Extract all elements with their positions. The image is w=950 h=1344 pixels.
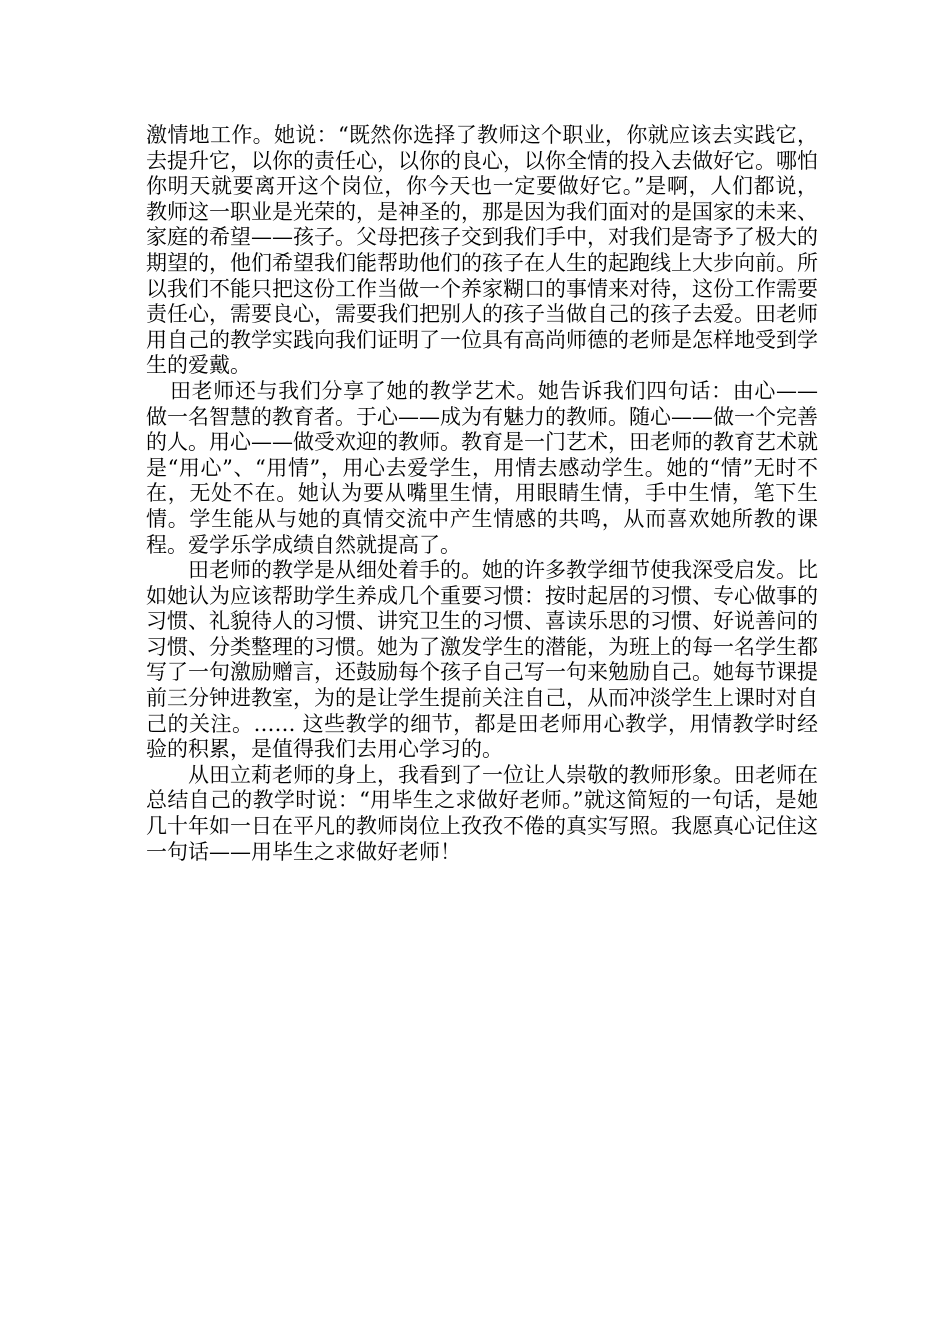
- paragraph-4: 从田立莉老师的身上，我看到了一位让人崇敬的教师形象。田老师在总结自己的教学时说：“用毕生之求做好老师。”就这简短的一句话，是她几十年如一日在平凡的教师岗位上孜孜不倦的真实写照。我愿真心记住这一句话——用毕生之求做好老师！: [146, 762, 818, 864]
- document-body: [146, 123, 818, 865]
- paragraph-1: 激情地工作。她说：“既然你选择了教师这个职业，你就应该去实践它，去提升它，以你的责任心，以你的良心，以你全情的投入去做好它。哪怕你明天就要离开这个岗位，你今天也一定要做好它。”是啊，人们都说，教师这一职业是光荣的，是神圣的，那是因为我们面对的是国家的未来、家庭的希望——孩子。父母把孩子交到我们手中，对我们是寄予了极大的期望的，他们希望我们能帮助他们的孩子在人生的起跑线上大步向前。所以我们不能只把这份工作当做一个养家糊口的事情来对待，这份工作需要责任心，需要良心，需要我们把别人的孩子当做自己的孩子去爱。田老师用自己的教学实践向我们证明了一位具有高尚师德的老师是怎样地受到学生的爱戴。: [146, 123, 818, 378]
- paragraph-3: 田老师的教学是从细处着手的。她的许多教学细节使我深受启发。比如她认为应该帮助学生养成几个重要习惯：按时起居的习惯、专心做事的习惯、礼貌待人的习惯、讲究卫生的习惯、喜读乐思的习惯、好说善问的习惯、分类整理的习惯。她为了激发学生的潜能，为班上的每一名学生都写了一句激励赠言，还鼓励每个孩子自己写一句来勉励自己。她每节课提前三分钟进教室，为的是让学生提前关注自己，从而冲淡学生上课时对自己的关注。…… 这些教学的细节，都是田老师用心教学，用情教学时经验的积累，是值得我们去用心学习的。: [146, 558, 818, 762]
- paragraph-2: 田老师还与我们分享了她的教学艺术。她告诉我们四句话：由心——做一名智慧的教育者。于心——成为有魅力的教师。随心——做一个完善的人。用心——做受欢迎的教师。教育是一门艺术，田老师的教育艺术就是“用心”、“用情”，用心去爱学生，用情去感动学生。她的“情”无时不在，无处不在。她认为要从嘴里生情，用眼睛生情，手中生情，笔下生情。学生能从与她的真情交流中产生情感的共鸣，从而喜欢她所教的课程。爱学乐学成绩自然就提高了。: [146, 378, 818, 557]
